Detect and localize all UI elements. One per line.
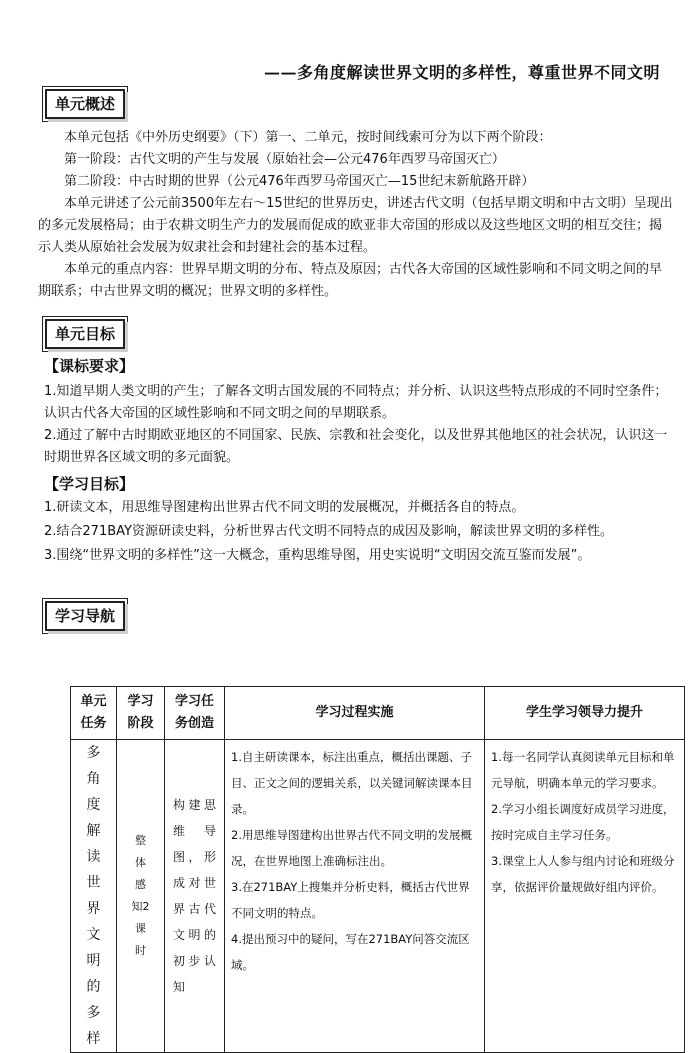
task-creation-cell: 构建思维导图，形成对世界古代文明的初步认知 bbox=[165, 740, 225, 1053]
goals-heading: 【学习目标】 bbox=[44, 475, 135, 493]
section-navigation-title-box bbox=[42, 598, 128, 634]
curriculum-item: 2.通过了解中古时期欧亚地区的不同国家、民族、宗教和社会变化，以及世界其他地区的社会状况，认识这一时期世界各区域文明的多元面貌。 bbox=[44, 428, 668, 465]
process-step: 3.在271BAY上搜集并分析史料，概括古代世界不同文明的特点。 bbox=[231, 880, 470, 920]
leadership-item: 1.每一名同学认真阅读单元目标和单元导航，明确本单元的学习要求。 bbox=[491, 750, 675, 790]
header-leadership: 学生学习领导力提升 bbox=[485, 687, 685, 740]
overview-paragraph: 本单元包括《中外历史纲要》（下）第一、二单元，按时间线索可分为以下两个阶段： bbox=[64, 130, 552, 145]
section-goals-title-box bbox=[42, 316, 128, 352]
process-step: 2.用思维导图建构出世界古代不同文明的发展概况，在世界地图上准确标注出。 bbox=[231, 828, 472, 868]
header-unit-task: 单元任务 bbox=[71, 687, 117, 740]
overview-paragraph: 第一阶段：古代文明的产生与发展（原始社会—公元476年西罗马帝国灭亡） bbox=[64, 152, 505, 167]
overview-paragraph: 本单元的重点内容：世界早期文明的分布、特点及原因；古代各大帝国的区域性影响和不同文明之间的早期联系；中古世界文明的概况；世界文明的多样性。 bbox=[38, 262, 663, 299]
curriculum-heading: 【课标要求】 bbox=[44, 357, 135, 375]
curriculum-item: 1.知道早期人类文明的产生；了解各文明古国发展的不同特点；并分析、认识这些特点形成的不同时空条件；认识古代各大帝国的区域性影响和不同文明之间的早期联系。 bbox=[44, 384, 668, 421]
process-step: 1.自主研读课本，标注出重点，概括出课题、子目、正文之间的逻辑关系，以关键词解读课本目录。 bbox=[231, 750, 473, 816]
header-stage: 学习阶段 bbox=[117, 687, 165, 740]
section-overview-title: 单元概述 bbox=[45, 89, 125, 119]
goal-item: 1.研读文本，用思维导图建构出世界古代不同文明的发展概况，并概括各自的特点。 bbox=[44, 500, 525, 515]
leadership-item: 3.课堂上人人参与组内讨论和班级分享，依据评价量规做好组内评价。 bbox=[491, 854, 675, 894]
section-goals-title: 单元目标 bbox=[45, 319, 125, 349]
learning-navigation-table bbox=[70, 686, 685, 1053]
leadership-item: 2.学习小组长调度好成员学习进度，按时完成自主学习任务。 bbox=[491, 802, 675, 842]
section-navigation-title: 学习导航 bbox=[45, 601, 125, 631]
overview-paragraph: 本单元讲述了公元前3500年左右～15世纪的世界历史，讲述古代文明（包括早期文明和中古文明）呈现出的多元发展格局；由于农耕文明生产力的发展而促成的欧亚非大帝国的形成以及这些地区文明的相互交往；揭示人类从原始社会发展为奴隶社会和封建社会的基本过程。 bbox=[38, 196, 673, 255]
document-subtitle: ——多角度解读世界文明的多样性，尊重世界不同文明 bbox=[263, 63, 660, 82]
header-task-creation: 学习任务创造 bbox=[165, 687, 225, 740]
leadership-cell bbox=[485, 740, 685, 1053]
table-row bbox=[71, 740, 685, 1053]
overview-paragraph: 第二阶段：中古时期的世界（公元476年西罗马帝国灭亡—15世纪末新航路开辟） bbox=[64, 174, 535, 189]
overview-body bbox=[38, 127, 674, 303]
stage-cell: 整体感知2课时 bbox=[117, 740, 165, 1053]
process-step: 4.提出预习中的疑问，写在271BAY问答交流区域。 bbox=[231, 932, 470, 972]
section-overview-title-box bbox=[42, 86, 128, 122]
goal-item: 3.围绕“世界文明的多样性”这一大概念，重构思维导图，用史实说明“文明因交流互鉴而发展”。 bbox=[44, 548, 591, 563]
header-process: 学习过程实施 bbox=[225, 687, 485, 740]
table-header-row bbox=[71, 687, 685, 740]
goal-item: 2.结合271BAY资源研读史料，分析世界古代文明不同特点的成因及影响，解读世界文明的多样性。 bbox=[44, 524, 613, 539]
unit-task-cell: 多角度解读世界文明的多样 bbox=[71, 740, 117, 1053]
goals-body bbox=[44, 355, 676, 567]
process-cell bbox=[225, 740, 485, 1053]
